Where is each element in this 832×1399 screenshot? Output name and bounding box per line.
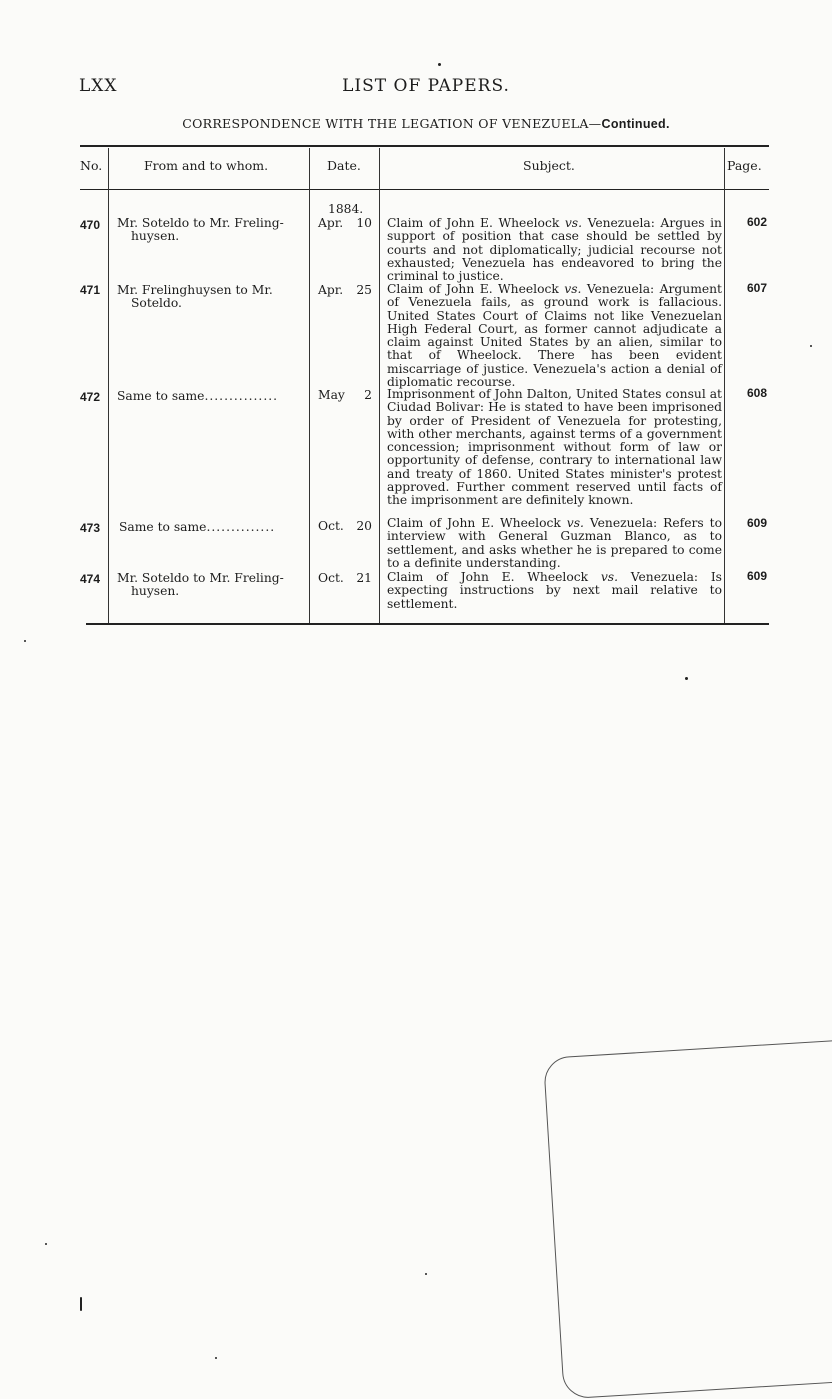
scan-speck — [438, 63, 441, 66]
row-page: 609 — [746, 569, 768, 583]
column-header-page: Page. — [727, 158, 762, 173]
column-header-subject: Subject. — [523, 158, 575, 173]
row-number: 473 — [80, 521, 101, 535]
row-page: 608 — [746, 386, 768, 400]
row-from: Same to same.............. — [119, 520, 276, 534]
column-header-date: Date. — [327, 158, 361, 173]
page-title: LIST OF PAPERS. — [342, 76, 510, 96]
subtitle-continued: Continued. — [601, 117, 670, 131]
scan-speck — [810, 345, 812, 347]
row-number: 471 — [80, 283, 101, 297]
row-page: 607 — [746, 281, 768, 295]
scan-speck — [425, 1273, 427, 1275]
row-number: 470 — [80, 218, 101, 232]
year-label: 1884. — [328, 202, 364, 216]
section-subtitle — [0, 116, 832, 131]
column-divider — [724, 148, 725, 623]
row-page: 609 — [746, 516, 768, 530]
row-subject: Claim of John E. Wheelock vs. Venezuela: Argument of Venezuela fails, as ground work is fallacious. United States Court of Claims not like Venezuelan High Federal Court, as former cannot adjudicate a claim against United States by an alien, similar to that of Wheelock. There has been evident miscarriage of justice. Venezuela's action a denial of diplomatic recourse. — [387, 282, 722, 390]
scan-speck — [45, 1243, 47, 1245]
row-date: May 2 — [318, 388, 372, 402]
leader-dots: .............. — [206, 520, 276, 534]
row-from: Mr. Soteldo to Mr. Freling- huysen. — [117, 571, 284, 599]
row-date: Apr. 25 — [318, 283, 372, 297]
scan-speck — [80, 1297, 82, 1311]
row-subject: Claim of John E. Wheelock vs. Venezuela: Is expecting instructions by next mail relative to settlement. — [387, 570, 722, 611]
subtitle-main: CORRESPONDENCE WITH THE LEGATION OF VENEZUELA— — [182, 116, 602, 131]
column-divider — [108, 148, 109, 623]
row-date: Oct. 21 — [318, 571, 372, 585]
table-top-rule — [80, 145, 769, 147]
table-bottom-rule — [86, 623, 769, 625]
row-from: Same to same............... — [117, 389, 279, 403]
scan-speck — [24, 640, 26, 642]
row-from: Mr. Frelinghuysen to Mr. Soteldo. — [117, 283, 273, 311]
column-divider — [309, 148, 310, 623]
row-page: 602 — [746, 215, 768, 229]
leader-dots: ............... — [204, 389, 279, 403]
scan-speck — [215, 1357, 217, 1359]
row-number: 474 — [80, 572, 101, 586]
row-subject: Claim of John E. Wheelock vs. Venezuela: Refers to interview with General Guzman Blanco, as to settlement, and asks whether he is prepared to come to a definite understanding. — [387, 516, 722, 570]
row-from: Mr. Soteldo to Mr. Freling- huysen. — [117, 216, 284, 244]
row-subject: Imprisonment of John Dalton, United States consul at Ciudad Bolivar: He is stated to have been imprisoned by order of President of Venezuela for protesting, with other merchants, against terms of a government concession; imprisonment without form of law or opportunity of defense, contrary to international law and treaty of 1860. United States minister's protest approved. Further comment reserved until facts of the imprisonment are definitely known. — [387, 387, 722, 508]
scan-card-outline — [543, 1040, 832, 1399]
row-date: Oct. 20 — [318, 519, 372, 533]
row-subject: Claim of John E. Wheelock vs. Venezuela: Argues in support of position that case should be settled by courts and not diplomatically; judicial recourse not exhausted; Venezuela has endeavored to bring the criminal to justice. — [387, 216, 722, 284]
column-header-no: No. — [80, 158, 103, 173]
header-rule — [80, 189, 769, 190]
scan-speck — [685, 677, 688, 680]
page-folio: LXX — [79, 76, 118, 96]
row-date: Apr. 10 — [318, 216, 372, 230]
column-header-from: From and to whom. — [144, 158, 269, 173]
column-divider — [379, 148, 380, 623]
row-number: 472 — [80, 390, 101, 404]
